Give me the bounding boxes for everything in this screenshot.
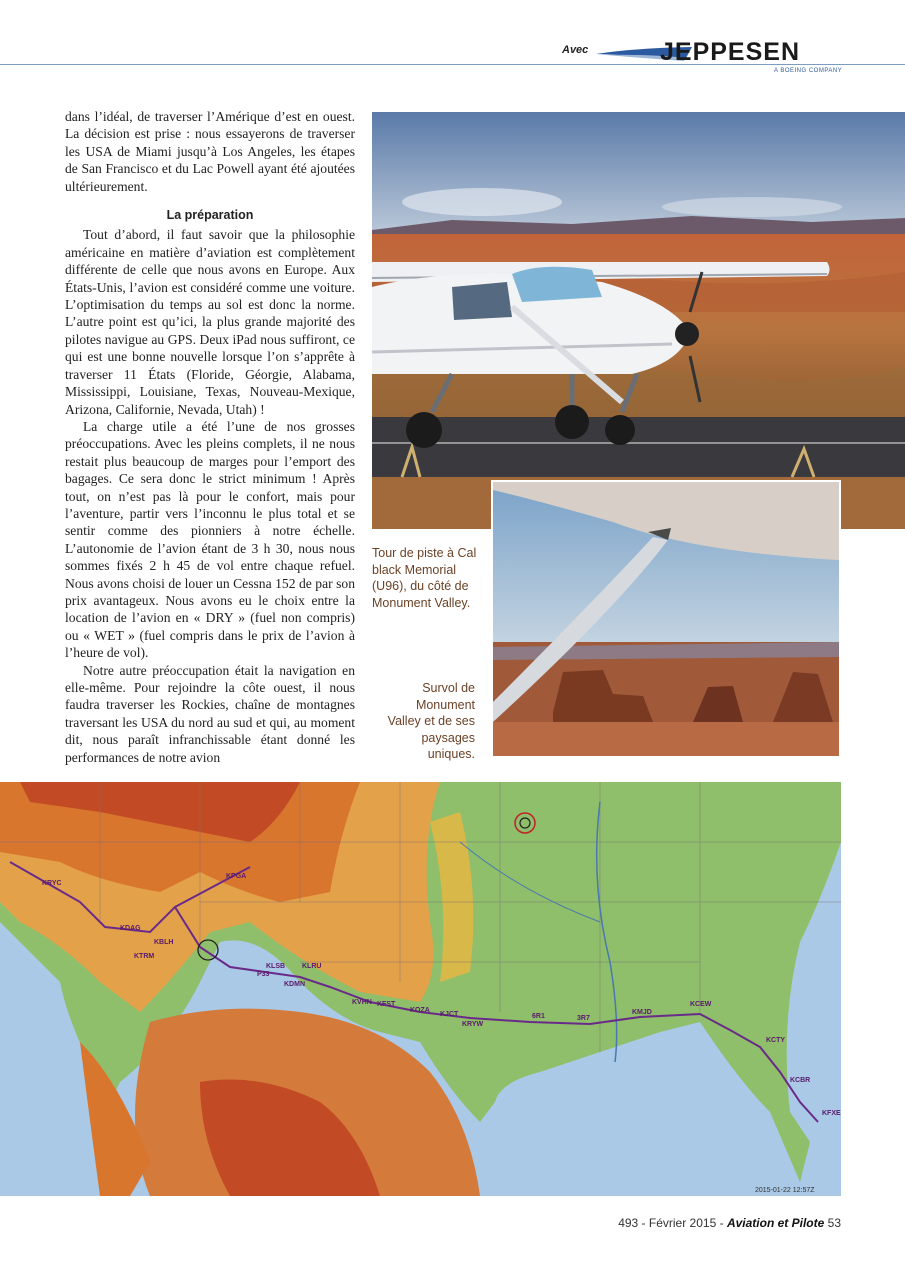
map-timestamp: 2015-01-22 12:57Z [755, 1187, 815, 1194]
article-column [65, 108, 355, 766]
caption-photo-2: Survol de Monument Valley et de ses paysages uniques. [387, 681, 475, 762]
waypoint-label: KCTY [766, 1037, 786, 1044]
waypoint-label: KDAG [120, 925, 141, 932]
waypoint-label: KFST [377, 1001, 396, 1008]
article-paragraph-2: Tout d’abord, il faut savoir que la philosophie américaine en matière d’aviation est complètement différente de celle que nous avons en Europe. Aux États-Unis, l’avion est considéré comme une voiture. L’optimisation du temps au sol est donc la norme. L’autre point est qu’ici, la plus grande majorité des pilotes navigue au GPS. Deux iPad nous suffiront, ce qui est une bonne nouvelle lorsque l’on s’apprête à traverser 11 États (Floride, Géorgie, Alabama, Mississippi, Louisiane, Texas, Nouveau-Mexique, Arizona, Californie, Nevada, Utah) ! [65, 227, 355, 417]
waypoint-label: KCBR [790, 1077, 811, 1084]
route-map [0, 782, 841, 1196]
caption-photo-1: Tour de piste à Cal black Memorial (U96), du côté de Monument Valley. [372, 546, 477, 610]
waypoint-label: KOZA [410, 1007, 430, 1014]
header-brand: JEPPESEN [660, 38, 801, 66]
article-paragraph-3: La charge utile a été l’une de nos grosses préoccupations. Avec les pleins complets, il ne nous restait plus beaucoup de marges pour l’emport des bagages. Ce sera donc le strict minimum ! Après tout, on n’est pas là pour le confort, mais pour l’aventure, partir vers l’inconnu le plus total et se sentir comme des pionniers à notre échelle. L’autonomie de l’avion étant de 3 h 30, nous nous sommes fixés 2 h 45 de vol entre chaque refuel. Nous avons choisi de louer un Cessna 152 de par son prix avantageux. Nous avons eu le choix entre la location de l’avion en « DRY » (fuel non compris) ou « WET » (fuel compris dans le prix de l’avion à l’heure de vol). [65, 418, 355, 661]
waypoint-label: KMJD [632, 1009, 652, 1016]
waypoint-label: KRYC [42, 880, 62, 887]
waypoint-label: KFXE [822, 1110, 841, 1117]
page-footer [618, 1216, 841, 1230]
header-brand-sub: A BOEING COMPANY [774, 68, 843, 74]
waypoint-label: 3R7 [577, 1015, 590, 1022]
section-heading: La préparation [166, 208, 254, 223]
footer-page-number: 53 [827, 1216, 841, 1230]
waypoint-label: KCEW [690, 1001, 712, 1008]
jeppesen-logo [562, 38, 862, 80]
cessna-runway-photo [372, 112, 905, 529]
article-paragraph-1: dans l’idéal, de traverser l’Amérique d’est en ouest. La décision est prise : nous essayerons de traverser les USA de Miami jusqu’à Los Angeles, les étapes de San Francisco et du Lac Powell ayant été ajoutées ultérieurement. [65, 109, 355, 194]
waypoint-label: KJCT [440, 1011, 459, 1018]
monument-valley-aerial-photo [491, 480, 841, 758]
waypoint-label: KLSB [266, 963, 286, 970]
footer-issue: 493 - Février 2015 - [618, 1216, 724, 1230]
waypoint-label: KPGA [226, 873, 247, 880]
waypoint-label: KTRM [134, 953, 155, 960]
article-paragraph-4: Notre autre préoccupation était la navigation en elle-même. Pour rejoindre la côte ouest, il nous faudra traverser les Rockies, chaîne de montagnes traversant les USA du nord au sud et qui, au moment dit, nous paraît infranchissable étant donné les performances de notre avion [65, 662, 355, 765]
waypoint-label: KVHN [352, 999, 372, 1006]
waypoint-label: P33 [257, 971, 270, 978]
header-avec: Avec [562, 44, 589, 56]
footer-magazine: Aviation et Pilote [726, 1216, 825, 1230]
waypoint-label: KRYW [462, 1021, 484, 1028]
waypoint-label: 6R1 [532, 1013, 545, 1020]
waypoint-label: KDMN [284, 981, 305, 988]
waypoint-label: KLRU [302, 963, 322, 970]
waypoint-label: KBLH [154, 939, 174, 946]
